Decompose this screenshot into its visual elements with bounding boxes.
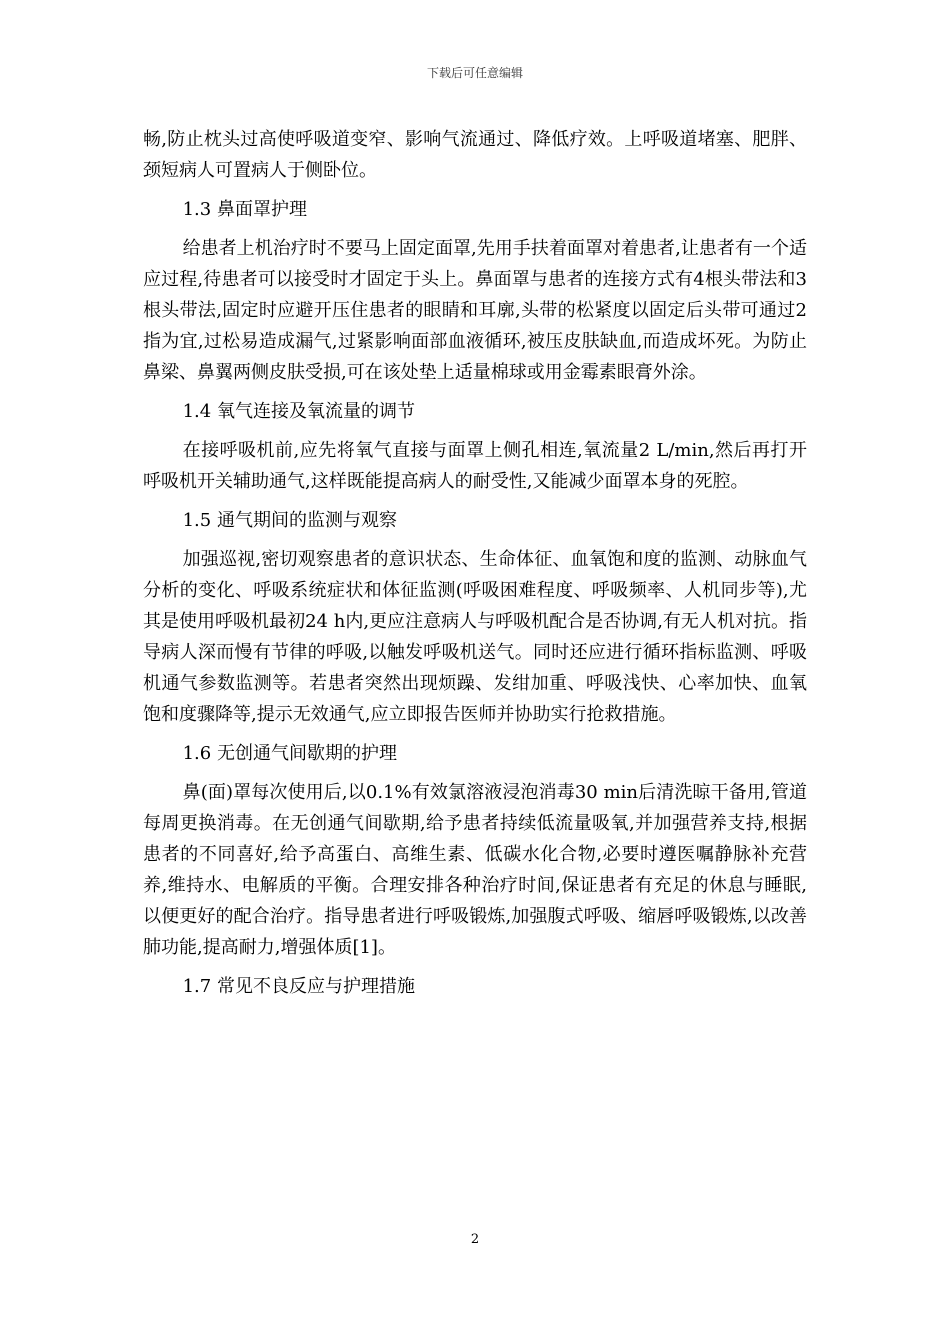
paragraph: 加强巡视,密切观察患者的意识状态、生命体征、血氧饱和度的监测、动脉血气分析的变化、呼吸系统症状和体征监测(呼吸困难程度、呼吸频率、人机同步等),尤其是使用呼吸机最初24 h内,更应注意病人与呼吸机配合是否协调,有无人机对抗。指导病人深而慢有节律的呼吸,以触发呼吸机送气。同时还应进行循环指标监测、呼吸机通气参数监测等。若患者突然出现烦躁、发绀加重、呼吸浅快、心率加快、血氧饱和度骤降等,提示无效通气,应立即报告医师并协助实行抢救措施。 bbox=[143, 549, 807, 725]
paragraph: 在接呼吸机前,应先将氧气直接与面罩上侧孔相连,氧流量2 L/min,然后再打开呼吸机开关辅助通气,这样既能提高病人的耐受性,又能减少面罩本身的死腔。 bbox=[143, 440, 807, 492]
page-number: 2 bbox=[470, 1232, 480, 1247]
paragraph: 鼻(面)罩每次使用后,以0.1%有效氯溶液浸泡消毒30 min后清洗晾干备用,管道每周更换消毒。在无创通气间歇期,给予患者持续低流量吸氧,并加强营养支持,根据患者的不同喜好,给予高蛋白、高维生素、低碳水化合物,必要时遵医嘱静脉补充营养,维持水、电解质的平衡。合理安排各种治疗时间,保证患者有充足的休息与睡眠,以便更好的配合治疗。指导患者进行呼吸锻炼,加强腹式呼吸、缩唇呼吸锻炼,以改善肺功能,提高耐力,增强体质[1]。 bbox=[143, 782, 807, 958]
section-heading: 1.5 通气期间的监测与观察 bbox=[182, 510, 397, 531]
body-text bbox=[143, 124, 807, 1010]
section-heading: 1.7 常见不良反应与护理措施 bbox=[182, 976, 415, 997]
section-heading: 1.3 鼻面罩护理 bbox=[182, 199, 307, 220]
page-header: 下载后可任意编辑 bbox=[426, 66, 523, 80]
paragraph: 畅,防止枕头过高使呼吸道变窄、影响气流通过、降低疗效。上呼吸道堵塞、肥胖、颈短病人可置病人于侧卧位。 bbox=[143, 129, 807, 181]
section-heading: 1.4 氧气连接及氧流量的调节 bbox=[182, 401, 415, 422]
section-heading: 1.6 无创通气间歇期的护理 bbox=[182, 743, 397, 764]
paragraph: 给患者上机治疗时不要马上固定面罩,先用手扶着面罩对着患者,让患者有一个适应过程,待患者可以接受时才固定于头上。鼻面罩与患者的连接方式有4根头带法和3根头带法,固定时应避开压住患者的眼睛和耳廓,头带的松紧度以固定后头带可通过2指为宜,过松易造成漏气,过紧影响面部血液循环,被压皮肤缺血,而造成坏死。为防止鼻梁、鼻翼两侧皮肤受损,可在该处垫上适量棉球或用金霉素眼膏外涂。 bbox=[143, 238, 807, 383]
